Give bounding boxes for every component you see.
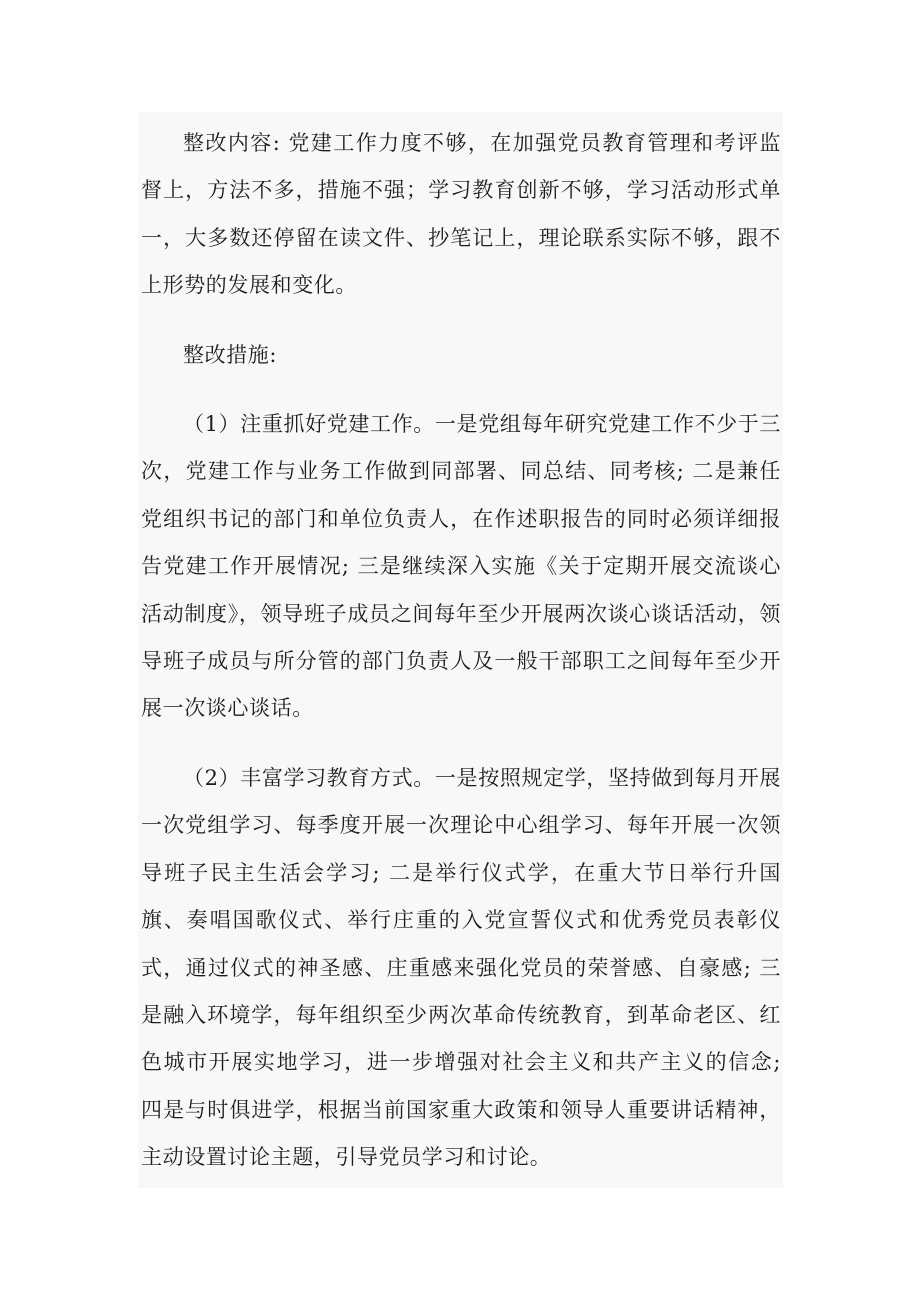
document-page: [138, 112, 783, 1188]
measure-1-paragraph: （1）注重抓好党建工作。一是党组每年研究党建工作不少于三次，党建工作与业务工作做到同部署、同总结、同考核; 二是兼任党组织书记的部门和单位负责人，在作述职报告的同时必须详细报告党建工作开展情况; 三是继续深入实施《关于定期开展交流谈心活动制度》，领导班子成员之间每年至少开展两次谈心谈话活动，领导班子成员与所分管的部门负责人及一般干部职工之间每年至少开展一次谈心谈话。: [141, 412, 781, 721]
rectification-content-paragraph: 整改内容: 党建工作力度不够，在加强党员教育管理和考评监督上，方法不多，措施不强；学习教育创新不够，学习活动形式单一，大多数还停留在读文件、抄笔记上，理论联系实际不够，跟不上形势的发展和变化。: [141, 131, 781, 298]
measure-2-paragraph: （2）丰富学习教育方式。一是按照规定学，坚持做到每月开展一次党组学习、每季度开展一次理论中心组学习、每年开展一次领导班子民主生活会学习; 二是举行仪式学，在重大节日举行升国旗、奏唱国歌仪式、举行庄重的入党宣誓仪式和优秀党员表彰仪式，通过仪式的神圣感、庄重感来强化党员的荣誉感、自豪感; 三是融入环境学，每年组织至少两次革命传统教育，到革命老区、红色城市开展实地学习，进一步增强对社会主义和共产主义的信念; 四是与时俱进学，根据当前国家重大政策和领导人重要讲话精神，主动设置讨论主题，引导党员学习和讨论。: [141, 765, 781, 1170]
rectification-measures-heading: 整改措施:: [183, 342, 278, 367]
